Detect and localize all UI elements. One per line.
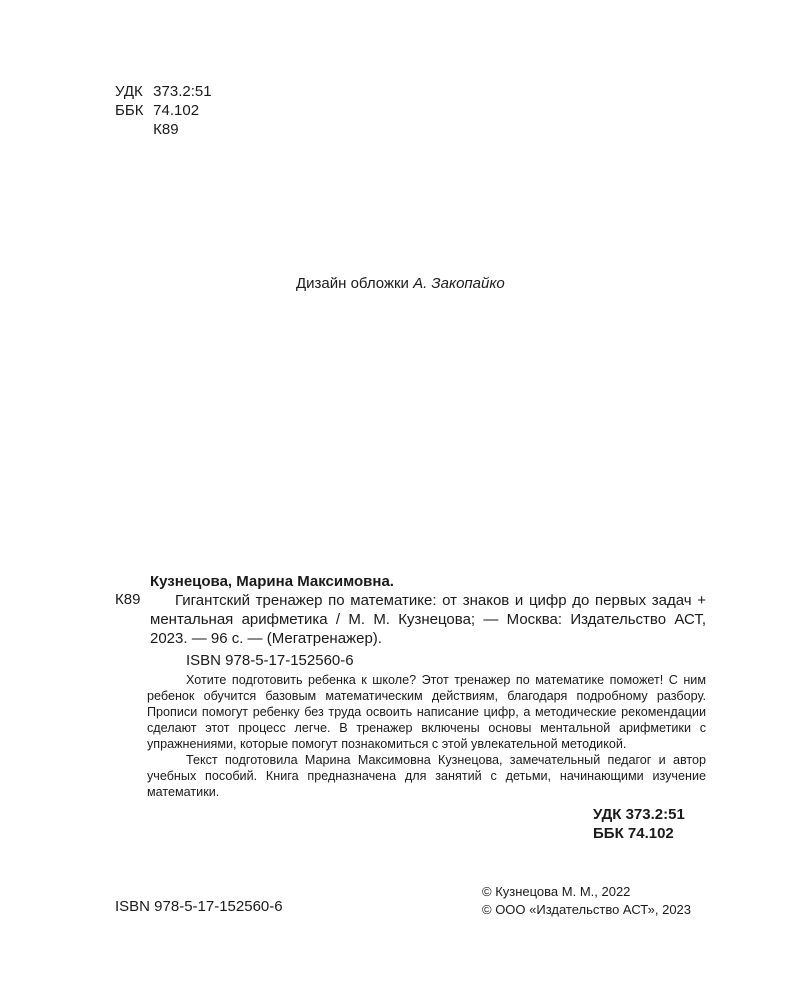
- author-heading: Кузнецова, Марина Максимовна.: [150, 573, 394, 590]
- author-mark-row: [115, 120, 212, 139]
- copyright-block: [482, 883, 691, 919]
- bbk-label: ББК: [115, 102, 144, 119]
- card-author-mark: К89: [115, 591, 141, 608]
- copyright-publisher: © ООО «Издательство АСТ», 2023: [482, 902, 692, 917]
- footer-isbn: ISBN 978-5-17-152560-6: [115, 898, 283, 915]
- udk-value: 373.2:51: [153, 83, 212, 100]
- bibliographic-description: Гигантский тренажер по математике: от знаков и цифр до первых задач + ментальная арифметика / М. М. Кузнецова; — Москва: Издательство АСТ, 2023. — 96 с. — (Мегатренажер).: [150, 592, 706, 647]
- udk-row: [115, 82, 212, 101]
- card-isbn: ISBN 978-5-17-152560-6: [186, 652, 354, 669]
- cover-design-credit: [296, 275, 505, 292]
- udk-label: УДК: [115, 83, 143, 100]
- top-classification: [115, 82, 212, 139]
- annotation-paragraph-1: Хотите подготовить ребенка к школе? Этот тренажер по математике поможет! С ним ребенок обучится базовым математическим действиям, благодаря подробному разбору. Прописи помогут ребенку без труда освоить написание цифр, а методические рекомендации сделают этот процесс легче. В тренажер включены основы ментальной арифметики с упражнениями, которые помогут познакомиться с этой увлекательной методикой.: [147, 673, 706, 751]
- bbk-value: 74.102: [153, 102, 200, 119]
- copyright-author: © Кузнецова М. М., 2022: [482, 884, 631, 899]
- cover-designer-name: А. Закопайко: [413, 275, 505, 292]
- card-bbk: ББК 74.102: [593, 825, 674, 842]
- card-classification: [593, 805, 685, 843]
- annotation: [147, 672, 706, 800]
- annotation-paragraph-2: Текст подготовила Марина Максимовна Кузнецова, замечательный педагог и автор учебных пособий. Книга предназначена для занятий с детьми, начинающими изучение математики.: [147, 753, 706, 799]
- card-udk: УДК 373.2:51: [593, 806, 685, 823]
- bbk-row: [115, 101, 212, 120]
- cover-design-prefix: Дизайн обложки: [296, 275, 414, 292]
- top-author-mark: К89: [153, 121, 179, 138]
